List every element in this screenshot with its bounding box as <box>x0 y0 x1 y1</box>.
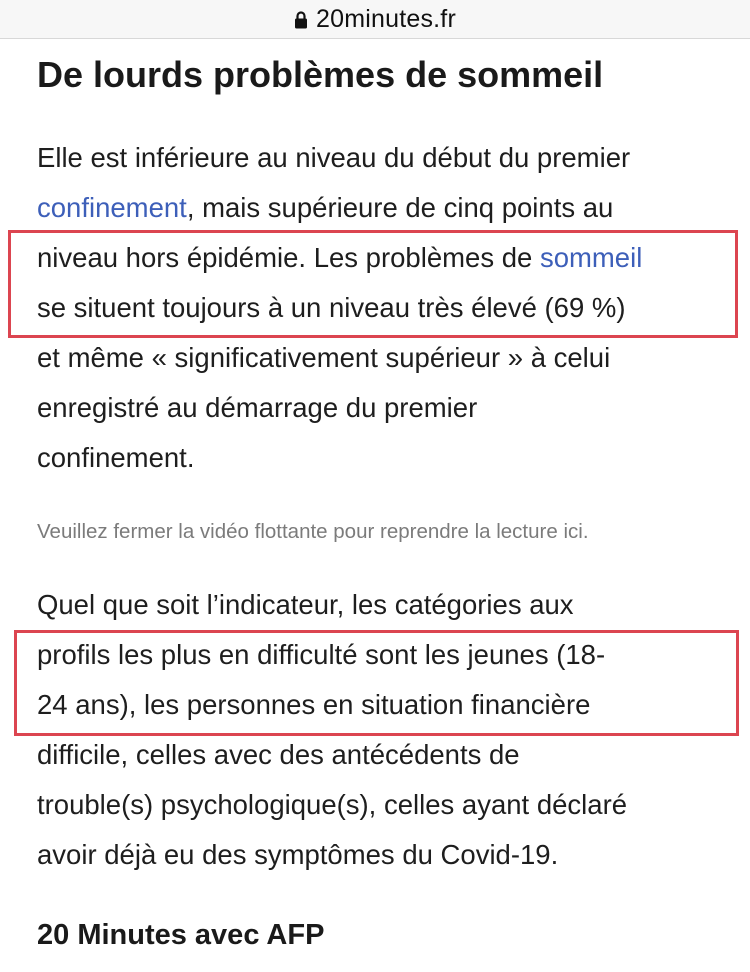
paragraph-line <box>37 183 727 233</box>
paragraph-line: Elle est inférieure au niveau du début du premier <box>37 142 631 173</box>
paragraph-line: 24 ans), les personnes en situation financière <box>37 689 591 720</box>
paragraph-line: et même « significativement supérieur » à celui <box>37 342 611 373</box>
paragraph-text: , mais supérieure de cinq points au <box>186 192 614 223</box>
paragraph-line: avoir déjà eu des symptômes du Covid-19. <box>37 839 559 870</box>
paragraph-line: se situent toujours à un niveau très élevé (69 %) <box>37 292 626 323</box>
highlight-box-sommeil <box>8 230 738 338</box>
paragraph-line: difficile, celles avec des antécédents de <box>37 739 520 770</box>
paragraph-line: confinement. <box>37 442 195 473</box>
paragraph-line: profils les plus en difficulté sont les jeunes (18- <box>37 639 606 670</box>
paragraph-line: trouble(s) psychologique(s), celles ayant déclaré <box>37 789 628 820</box>
browser-address-bar[interactable] <box>0 0 750 39</box>
paragraph-text: niveau hors épidémie. Les problèmes de <box>37 242 540 273</box>
paragraph-line: enregistré au démarrage du premier <box>37 392 478 423</box>
article-heading: De lourds problèmes de sommeil <box>37 54 604 95</box>
address-url[interactable]: 20minutes.fr <box>316 4 456 33</box>
sommeil-link[interactable]: sommeil <box>539 242 643 273</box>
lock-icon <box>294 10 308 30</box>
highlight-box-profils <box>14 630 739 736</box>
article-byline: 20 Minutes avec AFP <box>37 919 325 951</box>
floating-video-notice: Veuillez fermer la vidéo flottante pour reprendre la lecture ici. <box>37 520 589 543</box>
paragraph-line: Quel que soit l’indicateur, les catégories aux <box>37 589 574 620</box>
confinement-link[interactable]: confinement <box>37 192 187 223</box>
